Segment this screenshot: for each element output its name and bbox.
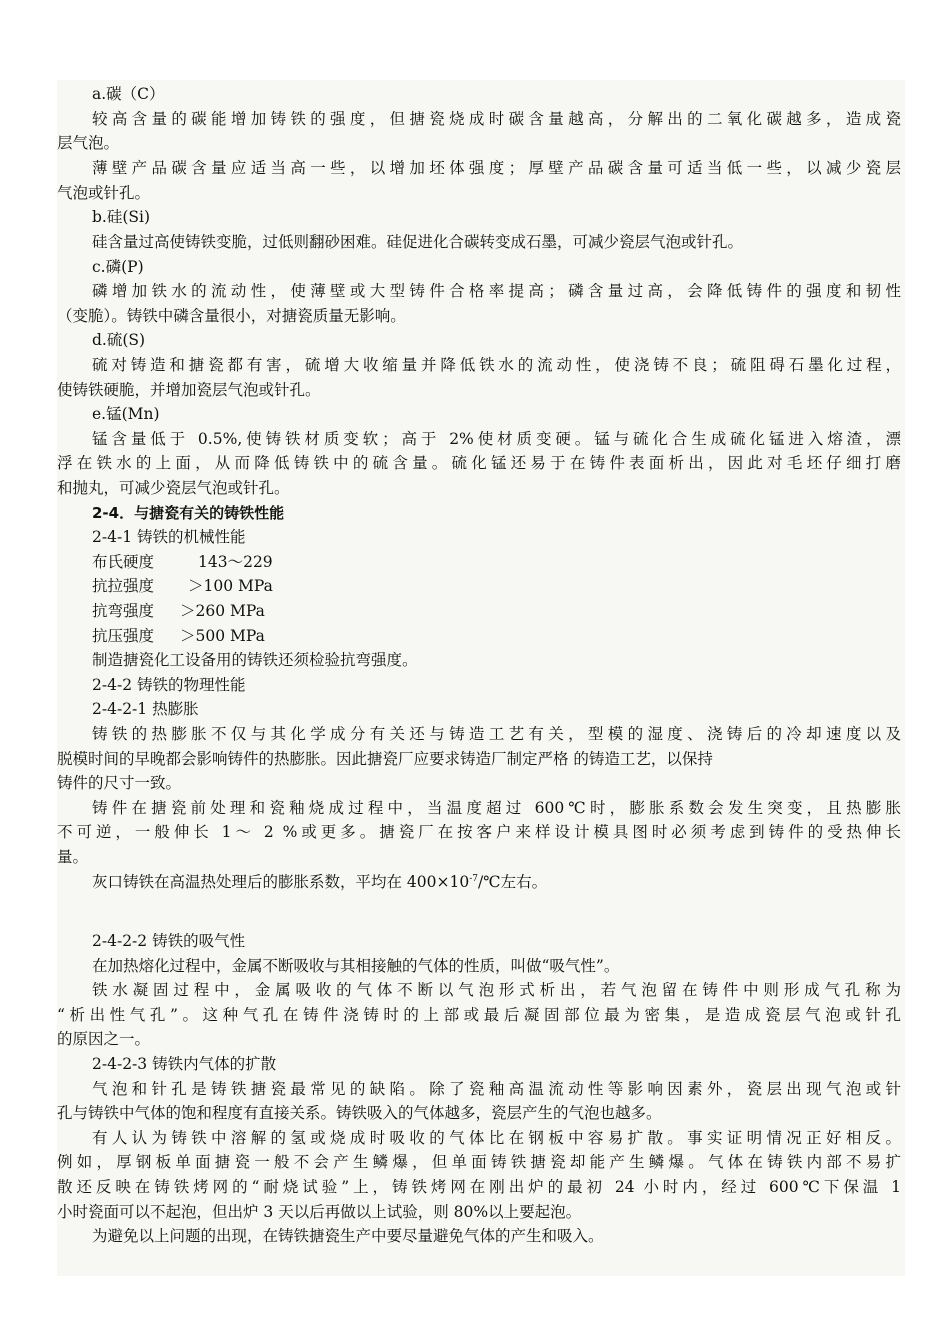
section-d-paragraph-line-1: 硫对铸造和搪瓷都有害，硫增大收缩量并降低铁水的流动性，使浇铸不良；硫阻碍石墨化过程， [92,356,901,374]
section-c-paragraph-line-2: （变脆）。铸铁中磷含量很小，对搪瓷质量无影响。 [57,307,406,325]
property-value: ＞100 MPa [188,577,273,595]
section-a-heading: a.碳（C） [92,85,165,103]
section-d-paragraph-line-2: 使铸铁硬脆，并增加瓷层气泡或针孔。 [57,381,321,399]
thermal-expansion-paragraph-2-line-1: 铸件在搪瓷前处理和瓷釉烧成过程中，当温度超过 600℃时，膨胀系数会发生突变，且热膨胀 [92,799,901,817]
properties-note: 制造搪瓷化工设备用的铸铁还须检验抗弯强度。 [92,651,418,669]
property-row [57,550,905,575]
gas-diffusion-paragraph-2-line-3: 散还反映在铸铁烤网的“耐烧试验”上，铸铁烤网在刚出炉的最初 24 小时内，经过 600℃下保温 1 [57,1178,901,1196]
gas-absorption-paragraph-2-line-1: 铁水凝固过程中，金属吸收的气体不断以气泡形式析出，若气泡留在铸件中则形成气孔称为 [92,981,901,999]
section-c-heading: c.磷(P) [92,258,144,276]
gas-diffusion-paragraph-1-line-1: 气泡和针孔是铸铁搪瓷最常见的缺陷。除了瓷釉高温流动性等影响因素外，瓷层出现气泡或针 [92,1080,901,1098]
property-name: 抗拉强度 [92,577,155,595]
property-row [57,624,905,649]
section-2-4-1-heading: 2-4-1 铸铁的机械性能 [92,528,246,546]
section-a-paragraph-1-line-1: 较高含量的碳能增加铸铁的强度，但搪瓷烧成时碳含量越高，分解出的二氧化碳越多，造成瓷 [92,110,901,128]
gas-diffusion-paragraph-1-line-2: 孔与铸铁中气体的饱和程度有直接关系。铸铁吸入的气体越多，瓷层产生的气泡也越多。 [57,1104,662,1122]
section-b-heading: b.硅(Si) [92,208,151,226]
property-value: ＞500 MPa [180,627,265,645]
section-a-paragraph-2-line-2: 气泡或针孔。 [57,184,151,202]
property-value: 143～229 [198,553,273,571]
section-2-4-2-heading: 2-4-2 铸铁的物理性能 [92,676,246,694]
property-name: 抗弯强度 [92,602,155,620]
section-2-4-2-2-heading: 2-4-2-2 铸铁的吸气性 [92,932,246,950]
property-row [57,574,905,599]
section-b-paragraph-line-1: 硅含量过高使铸铁变脆，过低则翻砂困难。硅促进化合碳转变成石墨，可减少瓷层气泡或针孔。 [92,233,744,251]
gas-diffusion-paragraph-2-line-2: 例如，厚钢板单面搪瓷一般不会产生鳞爆，但单面铸铁搪瓷却能产生鳞爆。气体在铸铁内部不易扩 [57,1153,901,1171]
section-e-paragraph-line-2: 浮在铁水的上面，从而降低铸铁中的硫含量。硫化锰还易于在铸件表面析出，因此对毛坯仔细打磨 [57,454,901,472]
thermal-expansion-coefficient-line [57,870,905,895]
thermal-expansion-paragraph-2-line-3: 量。 [57,848,89,866]
section-d-heading: d.硫(S) [92,331,146,349]
gas-absorption-paragraph-2-line-2: “析出性气孔”。这种气孔在铸件浇铸时的上部或最后凝固部位最为密集，是造成瓷层气泡或针孔 [57,1006,901,1024]
section-c-paragraph-line-1: 磷增加铁水的流动性，使薄壁或大型铸件合格率提高；磷含量过高，会降低铸件的强度和韧性 [92,282,901,300]
thermal-expansion-paragraph-2-line-2: 不可逆，一般伸长 1～ 2 %或更多。搪瓷厂在按客户来样设计模具图时必须考虑到铸件的受热伸长 [57,823,901,841]
coefficient-exponent: -7 [469,873,479,884]
thermal-expansion-paragraph-1-line-1: 铸铁的热膨胀不仅与其化学成分有关还与铸造工艺有关，型模的湿度、浇铸后的冷却速度以及 [92,725,901,743]
thermal-expansion-paragraph-1-line-2: 脱模时间的早晚都会影响铸件的热膨胀。因此搪瓷厂应要求铸造厂制定严格 的铸造工艺，以保持 [57,750,713,768]
property-value: ＞260 MPa [180,602,265,620]
document-page [57,80,905,1276]
thermal-expansion-paragraph-1-line-3: 铸件的尺寸一致。 [57,774,182,792]
section-2-4-2-3-heading: 2-4-2-3 铸铁内气体的扩散 [92,1055,277,1073]
gas-diffusion-paragraph-2-line-4: 小时瓷面可以不起泡，但出炉 3 天以后再做以上试验，则 80%以上要起泡。 [57,1203,582,1221]
section-a-paragraph-1-line-2: 层气泡。 [57,134,120,152]
property-name: 抗压强度 [92,627,155,645]
section-2-4-heading: 2-4．与搪瓷有关的铸铁性能 [92,504,285,522]
coefficient-text-after: /℃左右。 [478,873,548,891]
gas-absorption-paragraph-1-line-1: 在加热熔化过程中，金属不断吸收与其相接触的气体的性质，叫做“吸气性”。 [92,957,620,975]
section-2-4-2-1-heading: 2-4-2-1 热膨胀 [92,700,199,718]
section-e-paragraph-line-1: 锰含量低于 0.5%,使铸铁材质变软；高于 2%使材质变硬。锰与硫化合生成硫化锰进入熔渣，漂 [92,430,901,448]
gas-diffusion-paragraph-2-line-1: 有人认为铸铁中溶解的氢或烧成时吸收的气体比在钢板中容易扩散。事实证明情况正好相反。 [92,1129,901,1147]
gas-absorption-paragraph-2-line-3: 的原因之一。 [57,1030,151,1048]
section-a-paragraph-2-line-1: 薄壁产品碳含量应适当高一些，以增加坯体强度；厚壁产品碳含量可适当低一些，以减少瓷层 [92,159,901,177]
section-e-heading: e.锰(Mn) [92,405,160,423]
property-name: 布氏硬度 [92,553,155,571]
section-e-paragraph-line-3: 和抛丸，可减少瓷层气泡或针孔。 [57,479,290,497]
coefficient-text-before: 灰口铸铁在高温热处理后的膨胀系数，平均在 400×10 [92,873,470,891]
property-row [57,599,905,624]
gas-diffusion-paragraph-3-line-1: 为避免以上问题的出现，在铸铁搪瓷生产中要尽量避免气体的产生和吸入。 [92,1227,604,1245]
